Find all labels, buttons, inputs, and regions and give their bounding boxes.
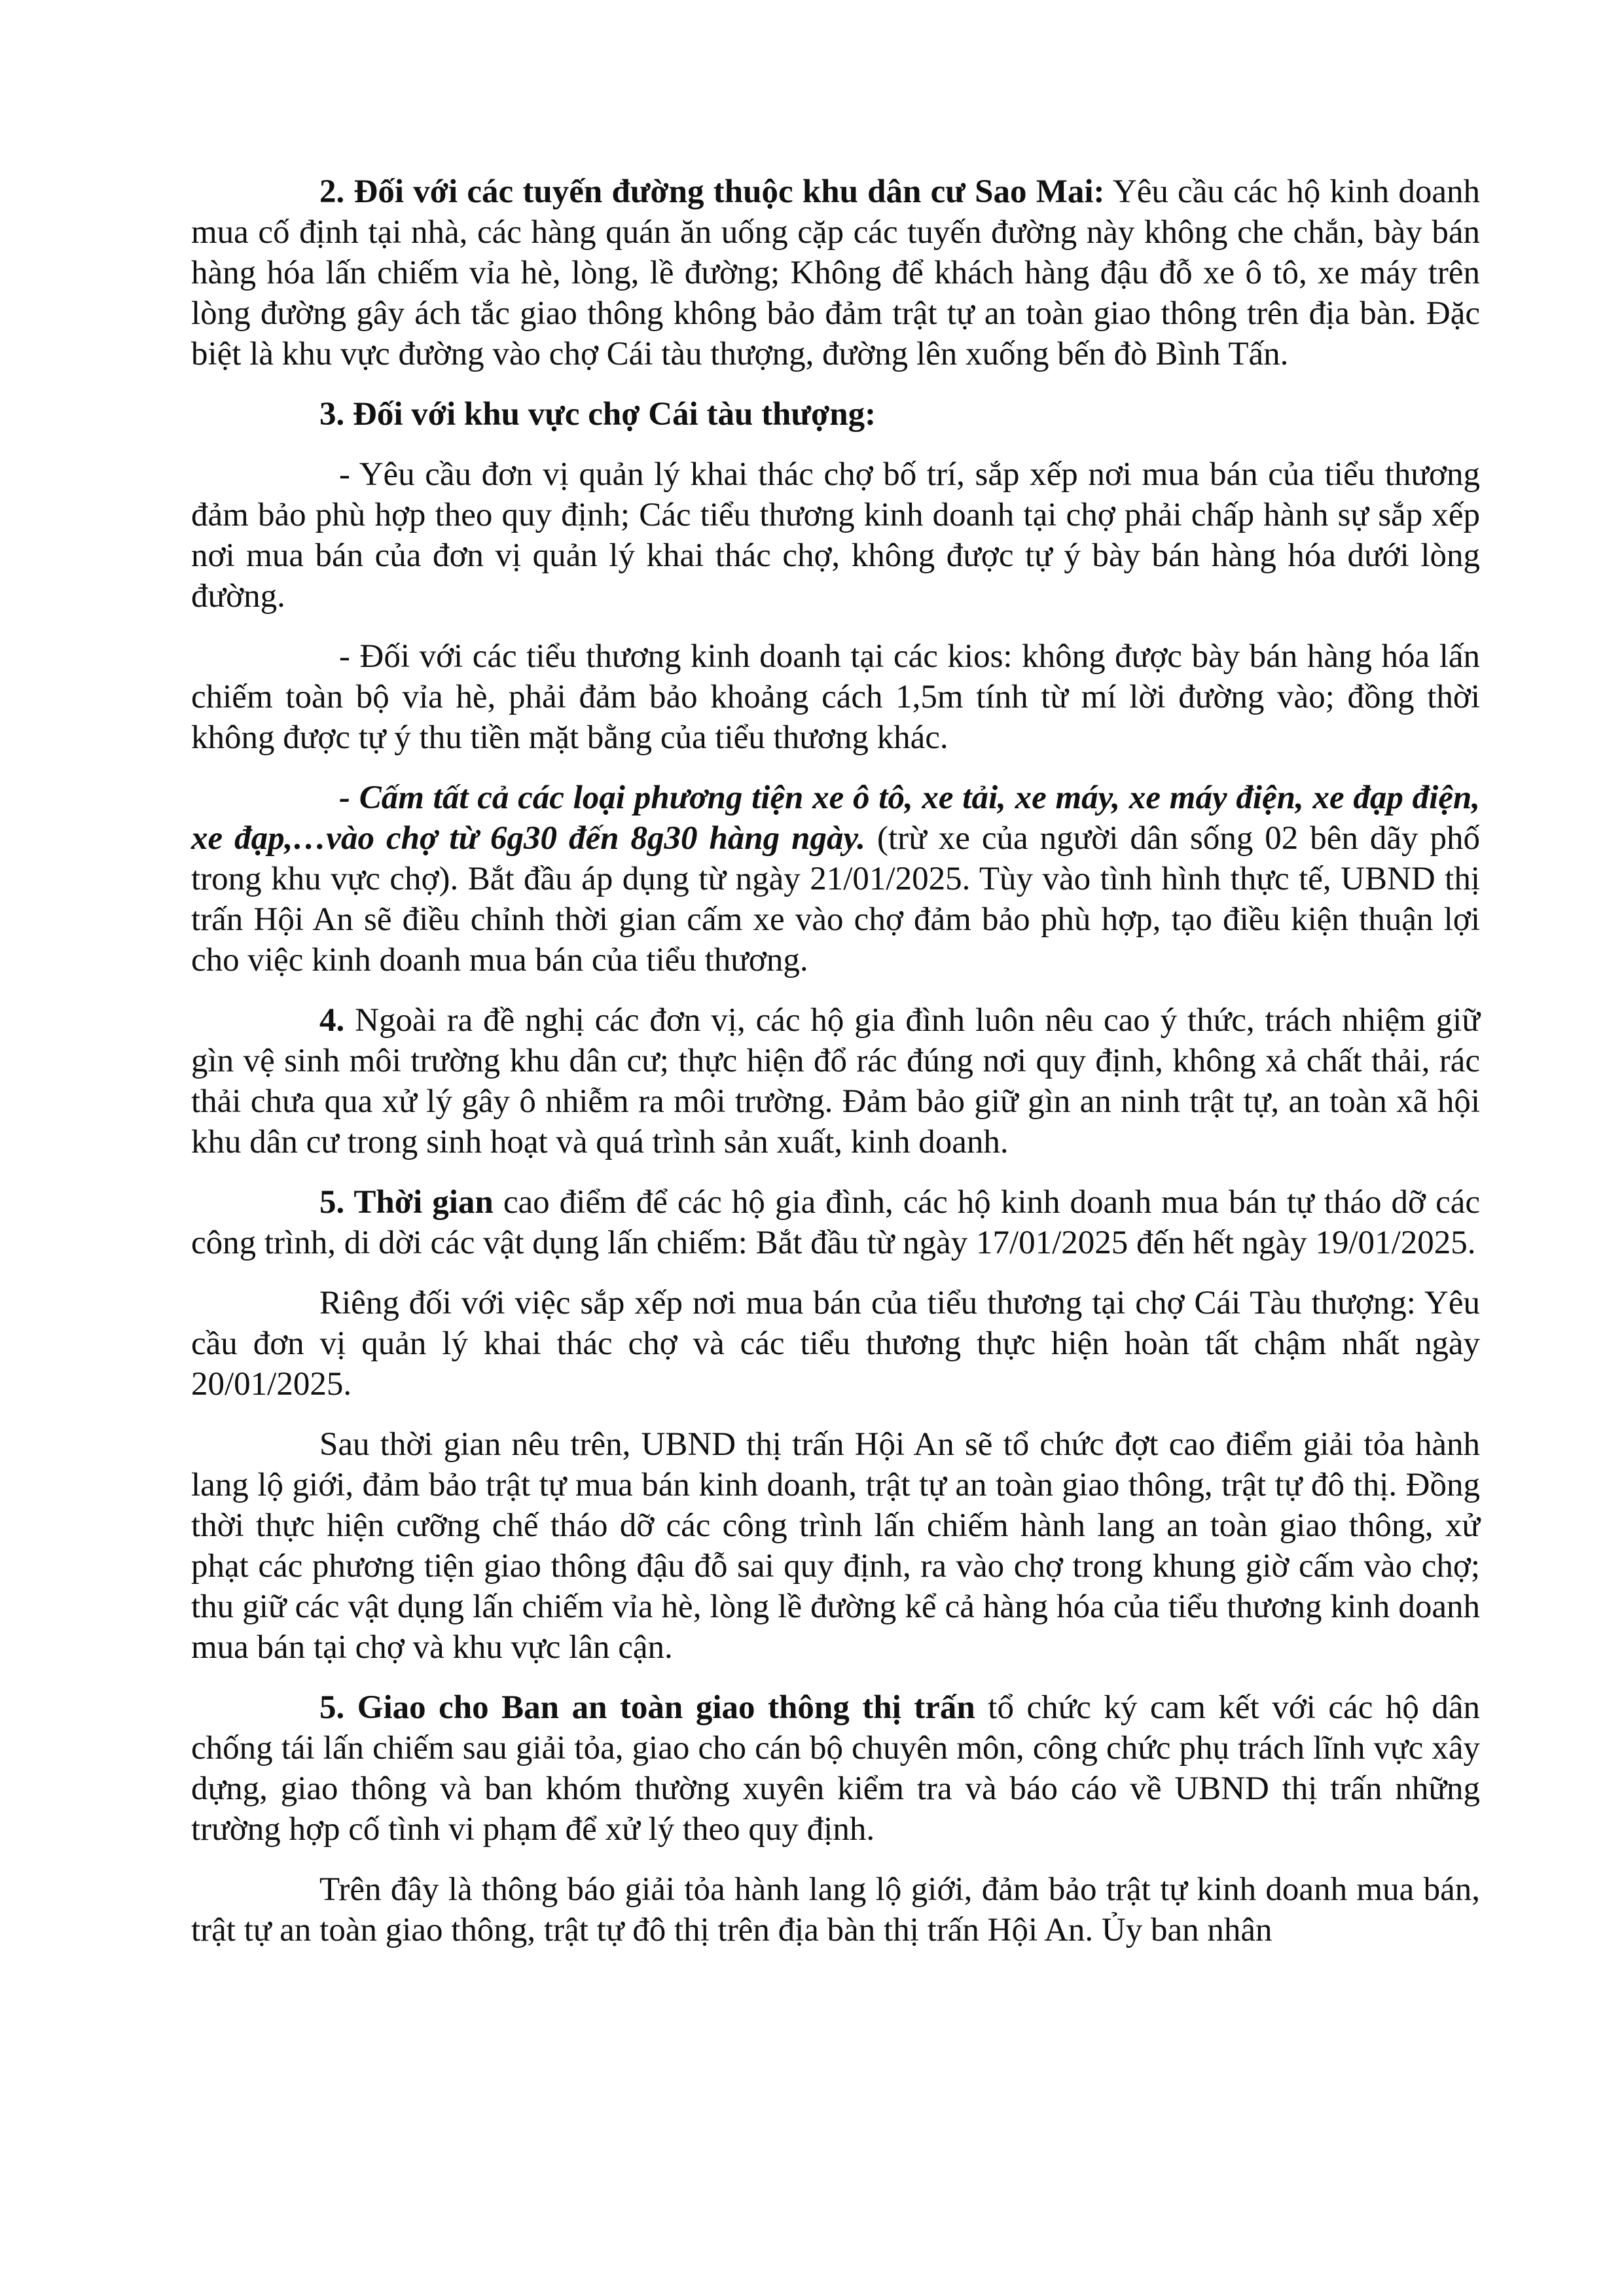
section-5b-paragraph (191, 1687, 1480, 1850)
section-2-paragraph (191, 171, 1480, 374)
section-5a-text: cao điểm để các hộ gia đình, các hộ kinh doanh mua bán tự tháo dỡ các công trình, di dời các vật dụng lấn chiếm: Bắt đầu từ ngày 17/01/2025 đến hết ngày 19/01/2025. (191, 1184, 1480, 1261)
section-3-heading-line (191, 394, 1480, 435)
closing-paragraph: Trên đây là thông báo giải tỏa hành lang lộ giới, đảm bảo trật tự kinh doanh mua bán, trật tự an toàn giao thông, trật tự đô thị trên địa bàn thị trấn Hội An. Ủy ban nhân (191, 1871, 1480, 1948)
section-3-item-3-prefix: - (339, 780, 359, 816)
section-5a-paragraph-3: Sau thời gian nêu trên, UBND thị trấn Hội An sẽ tổ chức đợt cao điểm giải tỏa hành lang lộ giới, đảm bảo trật tự mua bán kinh doanh, trật tự an toàn giao thông, trật tự đô thị. Đồng thời thực hiện cưỡng chế tháo dỡ các công trình lấn chiếm hành lang an toàn giao thông, xử phạt các phương tiện giao thông đậu đỗ sai quy định, ra vào chợ trong khung giờ cấm vào chợ; thu giữ các vật dụng lấn chiếm vỉa hè, lòng lề đường kể cả hàng hóa của tiểu thương kinh doanh mua bán tại chợ và khu vực lân cận. (191, 1426, 1480, 1666)
section-4-heading: 4. (319, 1002, 345, 1039)
section-5a-paragraph (191, 1182, 1480, 1263)
section-3-item-3-emphasis: Cấm tất cả các loại phương tiện xe ô tô, xe tải, xe máy, xe máy điện, xe đạp điện, xe đạp,…vào chợ từ 6g30 đến 8g30 hàng ngày. (191, 780, 1481, 857)
section-2-text: Yêu cầu các hộ kinh doanh mua cố định tại nhà, các hàng quán ăn uống cặp các tuyến đường này không che chắn, bày bán hàng hóa lấn chiếm vỉa hè, lòng, lề đường; Không để khách hàng đậu đỗ xe ô tô, xe máy trên lòng đường gây ách tắc giao thông không bảo đảm trật tự an toàn giao thông trên địa bàn. Đặc biệt là khu vực đường vào chợ Cái tàu thượng, đường lên xuống bến đò Bình Tấn. (191, 173, 1480, 372)
section-3-item-1: - Yêu cầu đơn vị quản lý khai thác chợ bố trí, sắp xếp nơi mua bán của tiểu thương đảm bảo phù hợp theo quy định; Các tiểu thương kinh doanh tại chợ phải chấp hành sự sắp xếp nơi mua bán của đơn vị quản lý khai thác chợ, không được tự ý bày bán hàng hóa dưới lòng đường. (191, 456, 1480, 615)
section-5a-paragraph-2: Riêng đối với việc sắp xếp nơi mua bán của tiểu thương tại chợ Cái Tàu thượng: Yêu cầu đơn vị quản lý khai thác chợ và các tiểu thương thực hiện hoàn tất chậm nhất ngày 20/01/2025. (191, 1285, 1480, 1403)
section-5a-heading: 5. Thời gian (319, 1184, 494, 1221)
section-3-heading: 3. Đối với khu vực chợ Cái tàu thượng: (319, 396, 876, 433)
section-5b-heading: 5. Giao cho Ban an toàn giao thông thị trấn (319, 1689, 975, 1726)
document-page (191, 171, 1480, 1970)
section-3-item-3 (191, 778, 1480, 980)
section-2-heading: 2. Đối với các tuyến đường thuộc khu dân cư Sao Mai: (319, 173, 1105, 210)
section-4-paragraph (191, 1000, 1480, 1162)
section-3-item-2: - Đối với các tiểu thương kinh doanh tại các kios: không được bày bán hàng hóa lấn chiếm toàn bộ vỉa hè, phải đảm bảo khoảng cách 1,5m tính từ mí lời đường vào; đồng thời không được tự ý thu tiền mặt bằng của tiểu thương khác. (191, 638, 1480, 756)
section-4-text: Ngoài ra đề nghị các đơn vị, các hộ gia đình luôn nêu cao ý thức, trách nhiệm giữ gìn vệ sinh môi trường khu dân cư; thực hiện đổ rác đúng nơi quy định, không xả chất thải, rác thải chưa qua xử lý gây ô nhiễm ra môi trường. Đảm bảo giữ gìn an ninh trật tự, an toàn xã hội khu dân cư trong sinh hoạt và quá trình sản xuất, kinh doanh. (191, 1002, 1480, 1160)
section-3-item-3-text: (trừ xe của người dân sống 02 bên dãy phố trong khu vực chợ). Bắt đầu áp dụng từ ngày 21/01/2025. Tùy vào tình hình thực tế, UBND thị trấn Hội An sẽ điều chỉnh thời gian cấm xe vào chợ đảm bảo phù hợp, tạo điều kiện thuận lợi cho việc kinh doanh mua bán của tiểu thương. (191, 820, 1480, 978)
section-5b-text: tổ chức ký cam kết với các hộ dân chống tái lấn chiếm sau giải tỏa, giao cho cán bộ chuyên môn, công chức phụ trách lĩnh vực xây dựng, giao thông và ban khóm thường xuyên kiểm tra và báo cáo về UBND thị trấn những trường hợp cố tình vi phạm để xử lý theo quy định. (191, 1689, 1481, 1848)
